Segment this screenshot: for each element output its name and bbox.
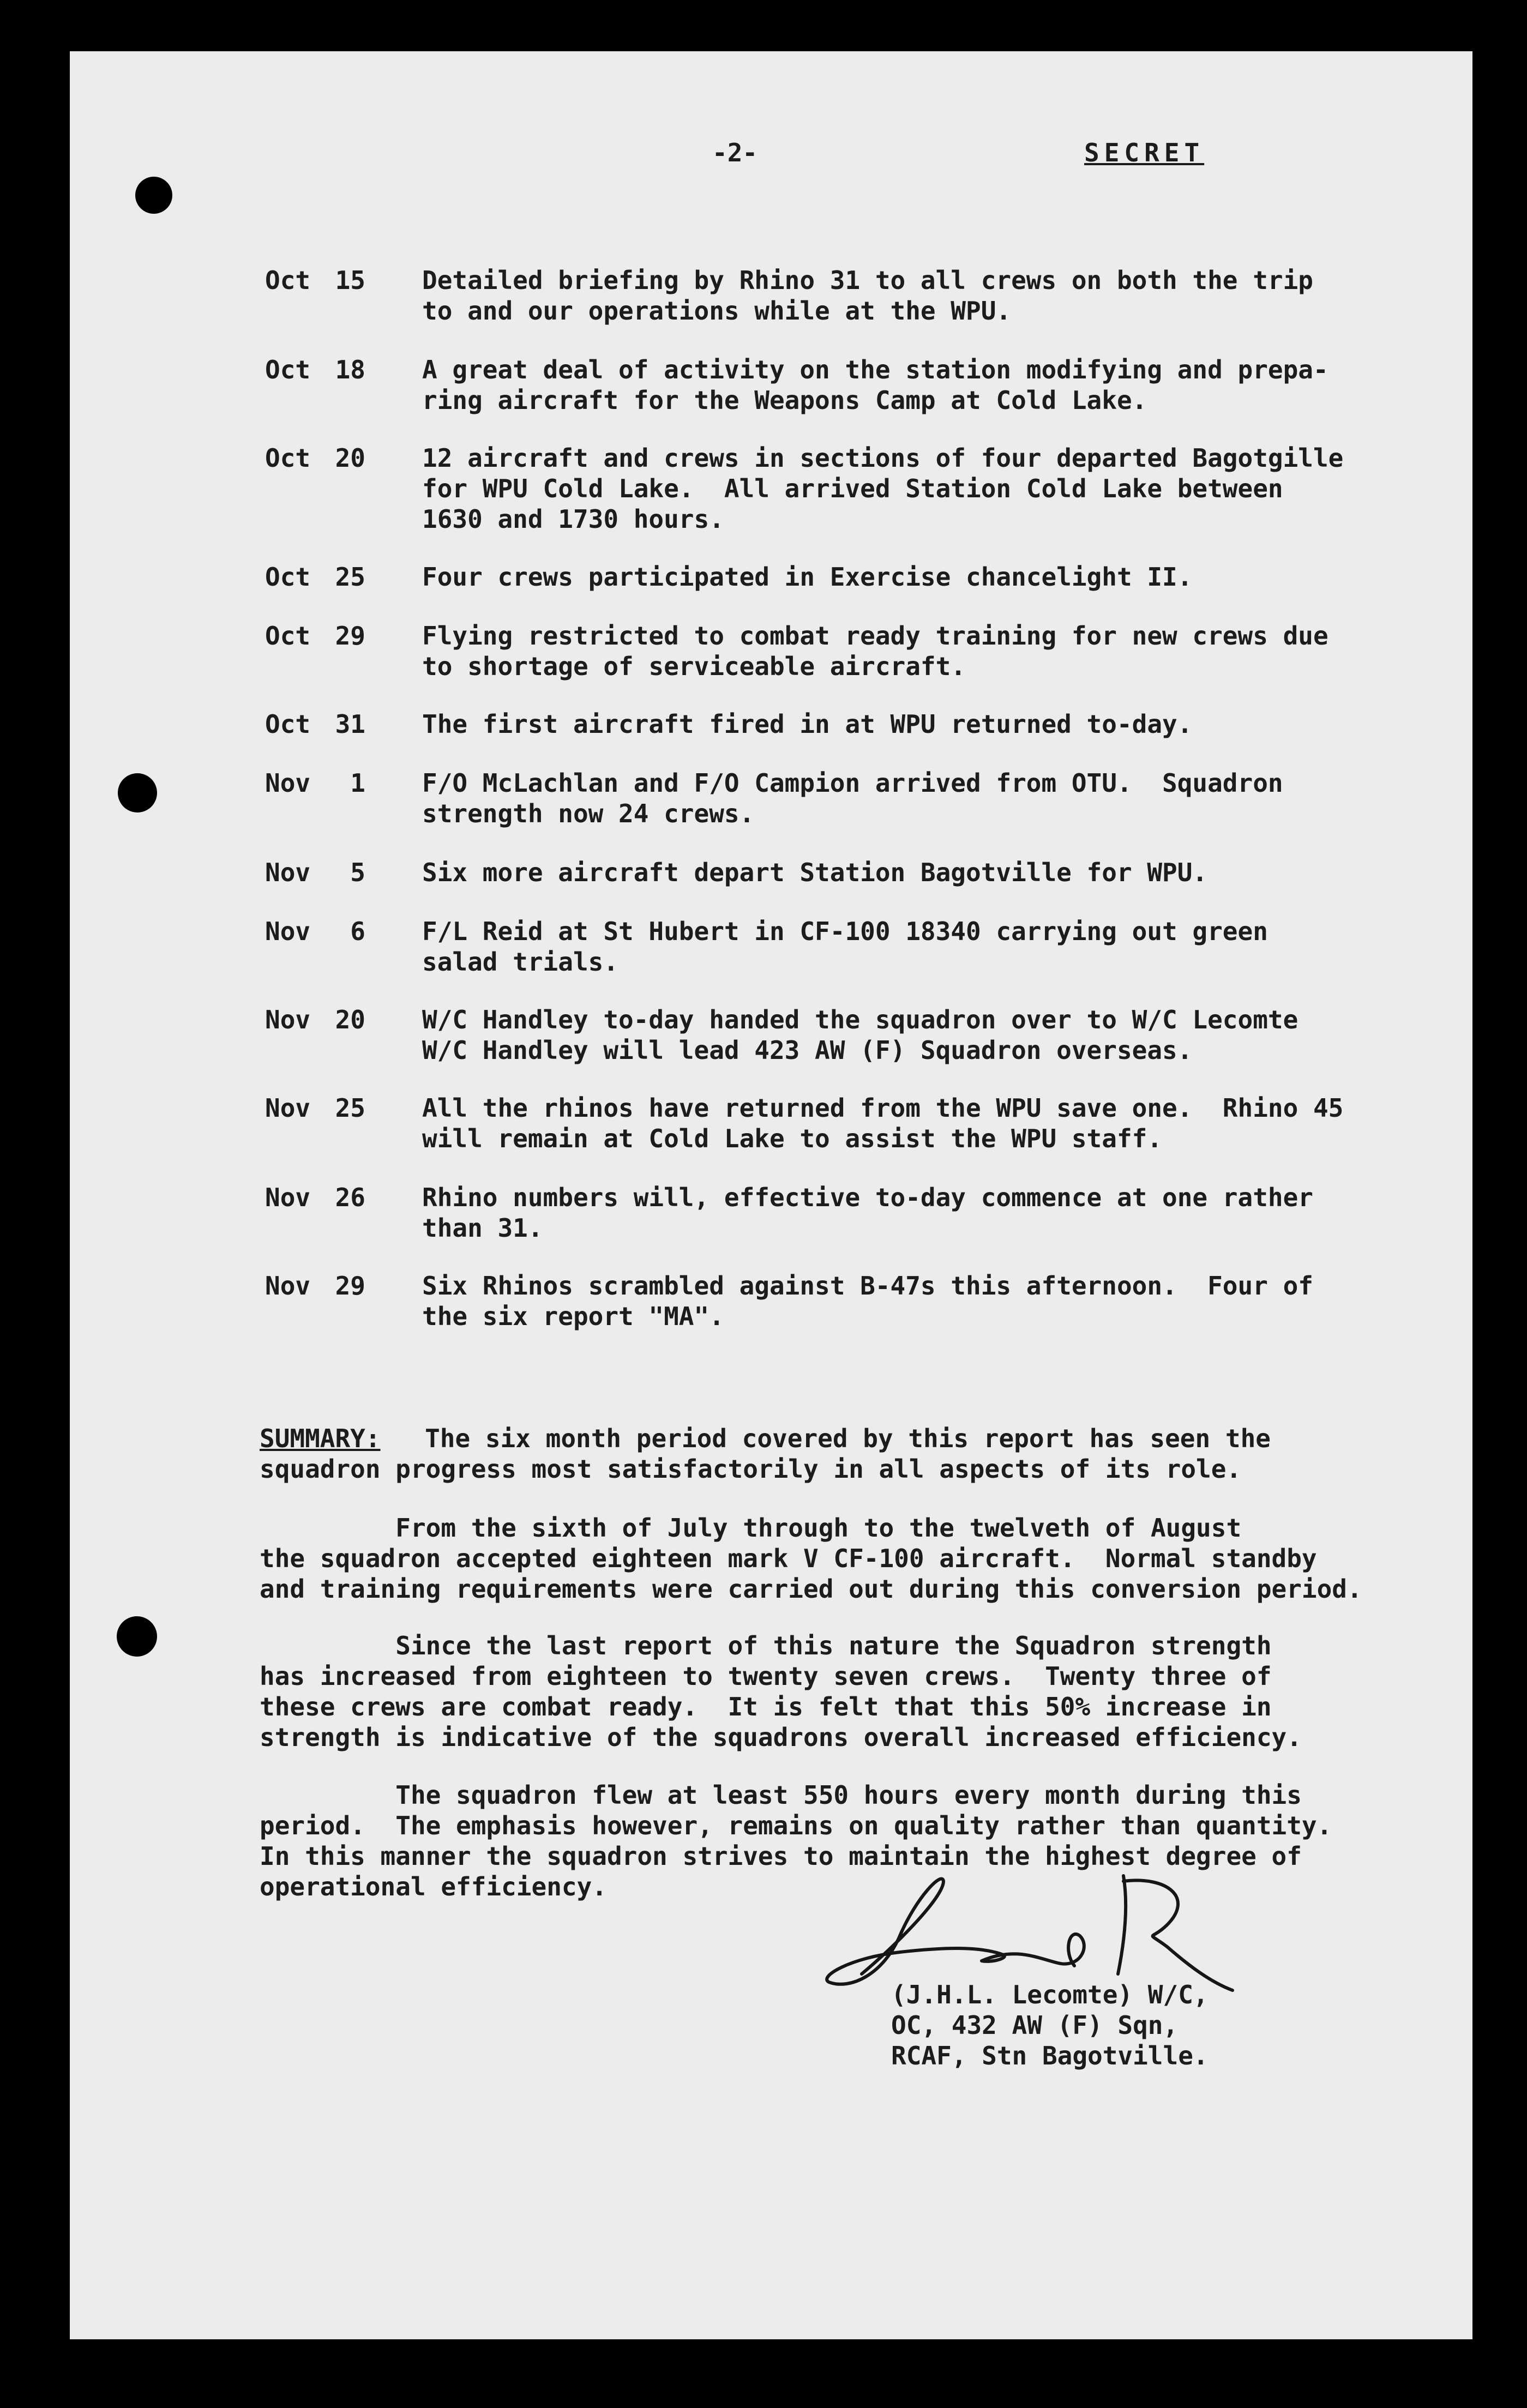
entry-month: Oct	[265, 355, 311, 384]
paragraph-line: strength is indicative of the squadrons overall increased efficiency.	[260, 1723, 1302, 1752]
entry-month: Nov	[265, 1093, 311, 1123]
entry-day: 6	[350, 917, 365, 946]
entry-month: Oct	[265, 621, 311, 651]
entry-text-line: to shortage of serviceable aircraft.	[422, 652, 966, 681]
paragraph-line: and training requirements were carried out during this conversion period.	[260, 1574, 1362, 1604]
signature-name: (J.H.L. Lecomte) W/C,	[891, 1980, 1209, 2009]
entry-text-line: Rhino numbers will, effective to-day commence at one rather	[422, 1183, 1313, 1212]
entry-day: 20	[335, 443, 365, 473]
entry-day: 25	[335, 1093, 365, 1123]
entry-text-line: Six more aircraft depart Station Bagotville for WPU.	[422, 858, 1208, 887]
signature-unit: OC, 432 AW (F) Sqn,	[891, 2010, 1179, 2040]
summary-text-line: squadron progress most satisfactorily in all aspects of its role.	[260, 1454, 1242, 1484]
entry-day: 31	[335, 709, 365, 739]
paragraph-line: operational efficiency.	[260, 1872, 607, 1901]
paragraph-line: From the sixth of July through to the twelveth of August	[260, 1513, 1242, 1543]
paragraph-line: The squadron flew at least 550 hours every month during this	[260, 1780, 1302, 1810]
entry-text-line: W/C Handley to-day handed the squadron over to W/C Lecomte	[422, 1005, 1298, 1034]
entry-text-line: F/L Reid at St Hubert in CF-100 18340 carrying out green	[422, 917, 1268, 946]
entry-month: Nov	[265, 1183, 311, 1212]
entry-text-line: A great deal of activity on the station modifying and prepa-	[422, 355, 1328, 384]
entry-text-line: for WPU Cold Lake. All arrived Station Cold Lake between	[422, 474, 1283, 503]
punch-hole-top	[135, 177, 172, 214]
entry-text-line: All the rhinos have returned from the WPU save one. Rhino 45	[422, 1093, 1344, 1123]
entry-day: 29	[335, 621, 365, 651]
entry-text-line: the six report "MA".	[422, 1302, 724, 1331]
paragraph-line: has increased from eighteen to twenty seven crews. Twenty three of	[260, 1661, 1272, 1691]
entry-text-line: Six Rhinos scrambled against B-47s this afternoon. Four of	[422, 1271, 1313, 1301]
entry-text-line: Four crews participated in Exercise chancelight II.	[422, 562, 1193, 592]
entry-month: Nov	[265, 1005, 311, 1034]
entry-text-line: F/O McLachlan and F/O Campion arrived from OTU. Squadron	[422, 768, 1283, 798]
entry-day: 15	[335, 266, 365, 295]
entry-text-line: to and our operations while at the WPU.	[422, 296, 1012, 326]
entry-day: 1	[350, 768, 365, 798]
punch-hole-middle	[118, 773, 157, 812]
entry-day: 29	[335, 1271, 365, 1301]
entry-text-line: strength now 24 crews.	[422, 799, 755, 828]
paragraph-line: the squadron accepted eighteen mark V CF-100 aircraft. Normal standby	[260, 1544, 1317, 1573]
entry-text-line: than 31.	[422, 1213, 543, 1243]
entry-day: 25	[335, 562, 365, 592]
entry-month: Oct	[265, 709, 311, 739]
paragraph-line: these crews are combat ready. It is felt that this 50% increase in	[260, 1692, 1272, 1721]
entry-text-line: Flying restricted to combat ready training for new crews due	[422, 621, 1328, 651]
entry-text-line: salad trials.	[422, 947, 619, 977]
entry-text-line: W/C Handley will lead 423 AW (F) Squadron overseas.	[422, 1036, 1193, 1065]
entry-day: 5	[350, 858, 365, 887]
entry-month: Nov	[265, 917, 311, 946]
entry-month: Oct	[265, 443, 311, 473]
entry-month: Nov	[265, 858, 311, 887]
paragraph-line: In this manner the squadron strives to maintain the highest degree of	[260, 1841, 1302, 1871]
entry-day: 26	[335, 1183, 365, 1212]
entry-month: Nov	[265, 1271, 311, 1301]
entry-day: 20	[335, 1005, 365, 1034]
entry-text-line: 12 aircraft and crews in sections of four departed Bagotgille	[422, 443, 1344, 473]
entry-text-line: ring aircraft for the Weapons Camp at Cold Lake.	[422, 386, 1147, 415]
entry-text-line: 1630 and 1730 hours.	[422, 504, 724, 534]
paragraph-line: Since the last report of this nature the Squadron strength	[260, 1631, 1272, 1660]
entry-text-line: Detailed briefing by Rhino 31 to all crews on both the trip	[422, 266, 1313, 295]
entry-day: 18	[335, 355, 365, 384]
classification-marking: SECRET	[1084, 138, 1205, 167]
page-number: -2-	[712, 138, 758, 167]
entry-month: Oct	[265, 266, 311, 295]
entry-text-line: will remain at Cold Lake to assist the WPU staff.	[422, 1124, 1163, 1153]
entry-month: Nov	[265, 768, 311, 798]
entry-text-line: The first aircraft fired in at WPU returned to-day.	[422, 709, 1193, 739]
punch-hole-bottom	[117, 1616, 157, 1657]
entry-month: Oct	[265, 562, 311, 592]
summary-label: SUMMARY:	[260, 1424, 381, 1453]
signature-station: RCAF, Stn Bagotville.	[891, 2041, 1209, 2070]
paragraph-line: period. The emphasis however, remains on quality rather than quantity.	[260, 1811, 1332, 1840]
summary-text-line: The six month period covered by this report has seen the	[380, 1424, 1271, 1453]
